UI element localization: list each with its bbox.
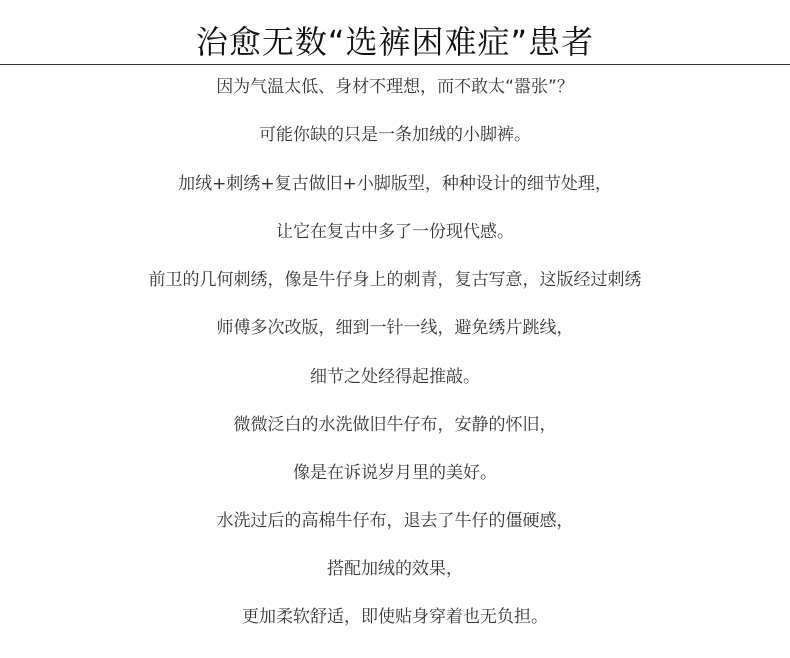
text-line-7: 细节之处经得起推敲。	[310, 367, 480, 387]
text-line-3: 加绒+刺绣+复古做旧+小脚版型，种种设计的细节处理，	[178, 174, 612, 194]
text-line-12: 更加柔软舒适，即使贴身穿着也无负担。	[242, 607, 548, 627]
title-divider	[0, 64, 790, 65]
text-line-11: 搭配加绒的效果，	[327, 559, 463, 579]
text-line-2: 可能你缺的只是一条加绒的小脚裤。	[259, 125, 531, 145]
text-line-10: 水洗过后的高棉牛仔布，退去了牛仔的僵硬感，	[216, 511, 574, 531]
text-line-1: 因为气温太低、身材不理想，而不敢太“嚣张”？	[216, 77, 574, 97]
text-line-9: 像是在诉说岁月里的美好。	[293, 463, 497, 483]
text-line-8: 微微泛白的水洗做旧牛仔布，安静的怀旧，	[233, 415, 557, 435]
text-line-5: 前卫的几何刺绣，像是牛仔身上的刺青，复古写意，这版经过刺绣	[148, 270, 642, 290]
text-line-6: 师傅多次改版，细到一针一线，避免绣片跳线，	[216, 318, 574, 338]
text-line-4: 让它在复古中多了一份现代感。	[276, 222, 514, 242]
page-title: 治愈无数“选裤困难症”患者	[195, 23, 595, 61]
